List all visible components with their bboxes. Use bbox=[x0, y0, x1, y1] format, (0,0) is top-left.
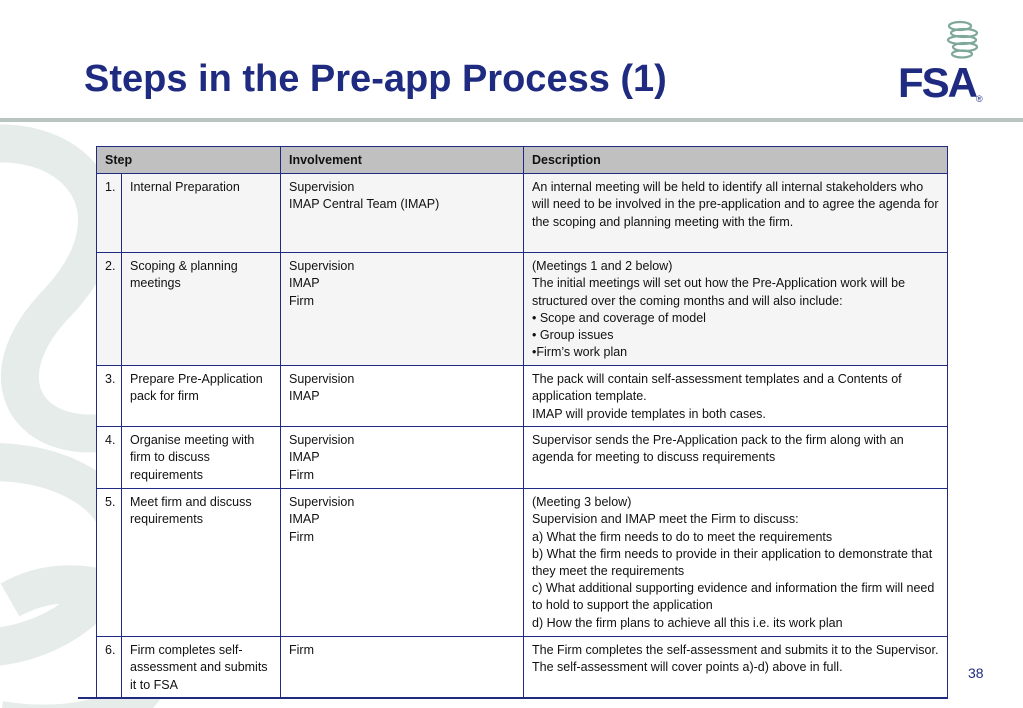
step-involvement: Supervision IMAP bbox=[281, 366, 524, 427]
step-name: Prepare Pre-Application pack for firm bbox=[122, 366, 281, 427]
header-involvement: Involvement bbox=[281, 147, 524, 174]
step-involvement: Supervision IMAP Firm bbox=[281, 253, 524, 366]
step-name: Organise meeting with firm to discuss requirements bbox=[122, 427, 281, 489]
slide-title: Steps in the Pre-app Process (1) bbox=[84, 58, 667, 100]
step-number: 1. bbox=[97, 174, 122, 253]
table-row bbox=[97, 174, 948, 253]
table-row bbox=[97, 427, 948, 489]
step-description: Supervisor sends the Pre-Application pack to the firm along with an agenda for meeting to discuss requirements bbox=[524, 427, 948, 489]
table-row bbox=[97, 637, 948, 698]
step-number: 6. bbox=[97, 637, 122, 698]
fsa-logo bbox=[898, 18, 990, 104]
table-header-row bbox=[97, 147, 948, 174]
step-involvement: Supervision IMAP Central Team (IMAP) bbox=[281, 174, 524, 253]
step-number: 3. bbox=[97, 366, 122, 427]
step-number: 2. bbox=[97, 253, 122, 366]
steps-table bbox=[96, 146, 948, 698]
table-row bbox=[97, 489, 948, 637]
registered-mark: ® bbox=[976, 94, 983, 104]
step-description: The pack will contain self-assessment templates and a Contents of application template. IMAP will provide templates in both cases. bbox=[524, 366, 948, 427]
fsa-logo-mark-icon bbox=[938, 18, 988, 64]
step-description: (Meetings 1 and 2 below) The initial meetings will set out how the Pre-Application work will be structured over the coming months and will also include: • Scope and coverage of model • Group issues •Firm’s work plan bbox=[524, 253, 948, 366]
step-involvement: Firm bbox=[281, 637, 524, 698]
step-number: 4. bbox=[97, 427, 122, 489]
step-name: Internal Preparation bbox=[122, 174, 281, 253]
step-name: Scoping & planning meetings bbox=[122, 253, 281, 366]
table-row bbox=[97, 253, 948, 366]
header-description: Description bbox=[524, 147, 948, 174]
step-involvement: Supervision IMAP Firm bbox=[281, 427, 524, 489]
step-name: Firm completes self-assessment and submits it to FSA bbox=[122, 637, 281, 698]
fsa-logo-text: FSA bbox=[898, 59, 976, 106]
step-description: The Firm completes the self-assessment and submits it to the Supervisor. The self-assessment will cover points a)-d) above in full. bbox=[524, 637, 948, 698]
step-description: (Meeting 3 below) Supervision and IMAP meet the Firm to discuss: a) What the firm needs to do to meet the requirements b) What the firm needs to provide in their application to demonstrate that they meet the requirements c) What additional supporting evidence and information the firm will need to hold to support the application d) How the firm plans to achieve all this i.e. its work plan bbox=[524, 489, 948, 637]
step-name: Meet firm and discuss requirements bbox=[122, 489, 281, 637]
step-involvement: Supervision IMAP Firm bbox=[281, 489, 524, 637]
header-step: Step bbox=[97, 147, 281, 174]
title-divider bbox=[0, 118, 1023, 122]
table-bottom-rule bbox=[78, 697, 948, 699]
page-number: 38 bbox=[968, 665, 984, 681]
step-number: 5. bbox=[97, 489, 122, 637]
table-row bbox=[97, 366, 948, 427]
step-description: An internal meeting will be held to identify all internal stakeholders who will need to be involved in the pre-application and to agree the agenda for the scoping and planning meeting with the firm. bbox=[524, 174, 948, 253]
